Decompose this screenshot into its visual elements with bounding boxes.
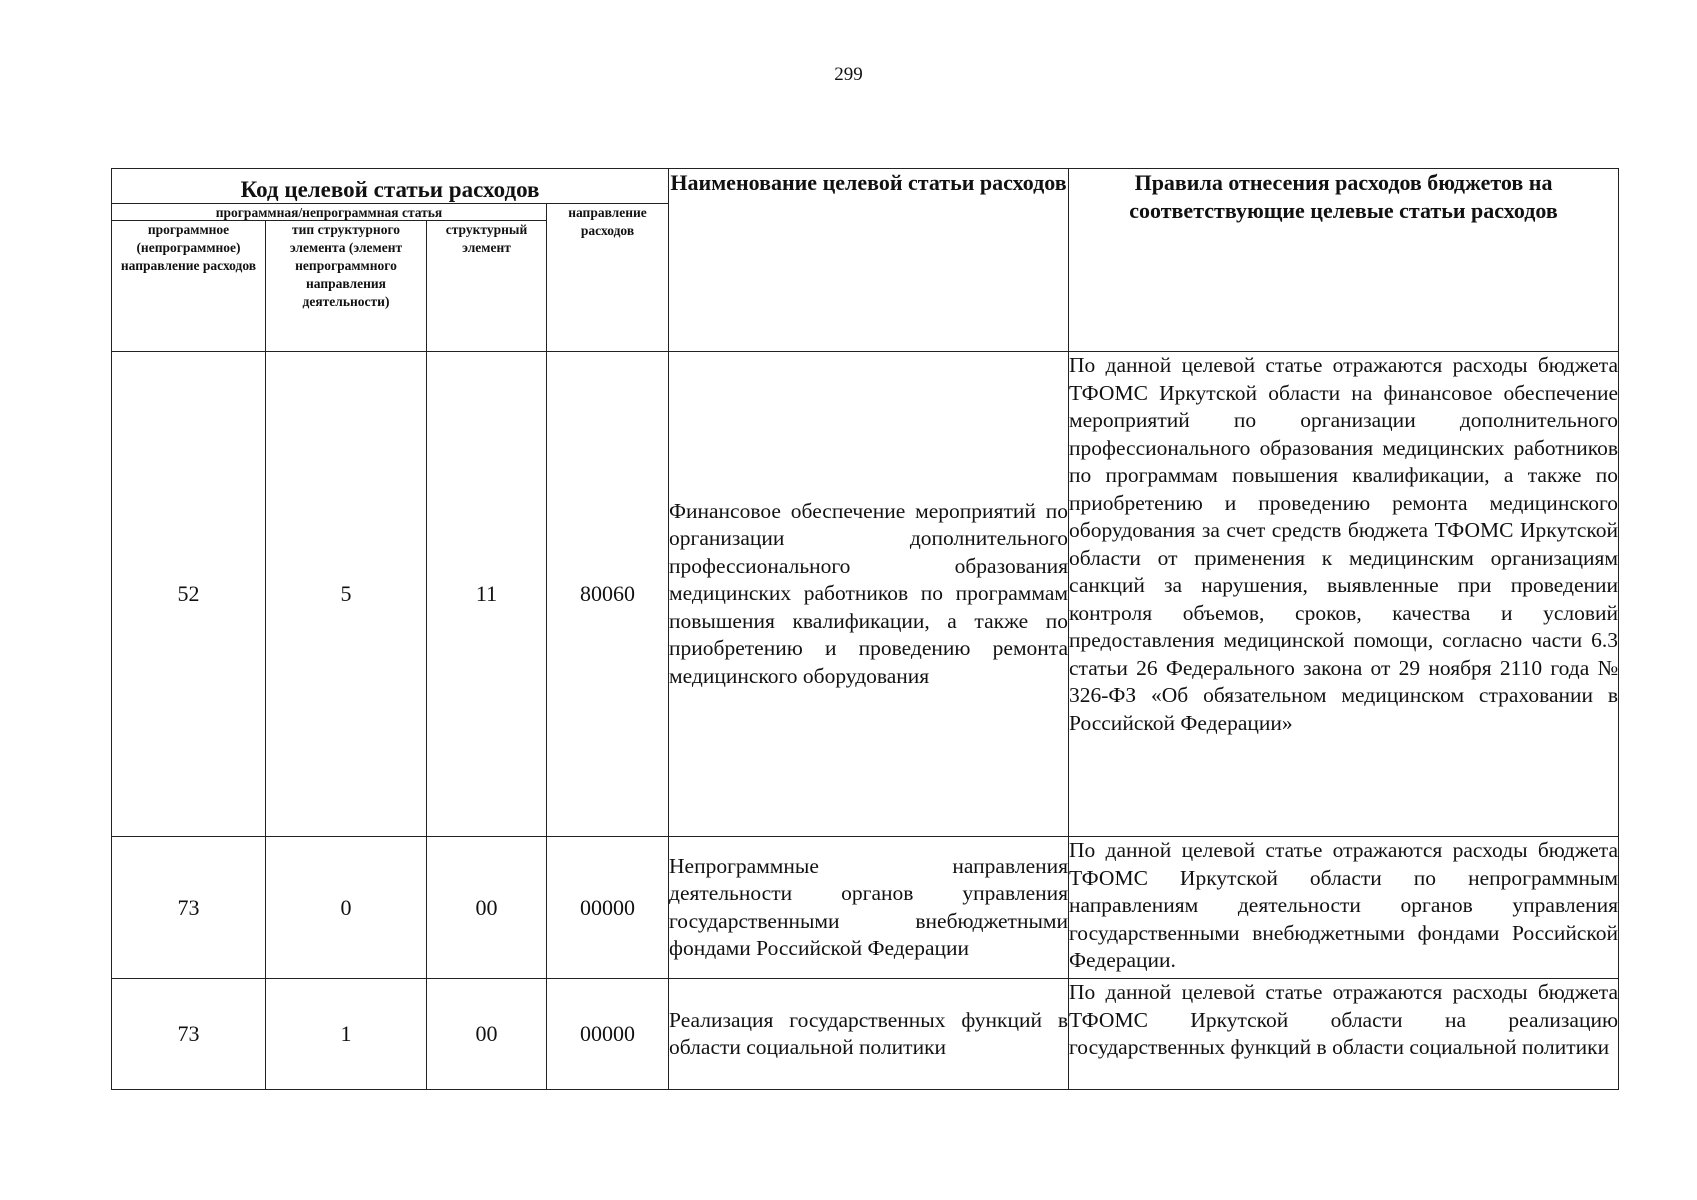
page-number: 299 (834, 64, 863, 85)
header-rules: Правила отнесения расходов бюджетов на соответствующие целевые статьи расходов (1069, 169, 1619, 352)
header-program-article: программная/непрограммная статья (112, 204, 547, 221)
header-structural-type: тип структурного элемента (элемент непрограммного направления деятельности) (266, 221, 427, 352)
cell-rule: По данной целевой статье отражаются расходы бюджета ТФОМС Иркутской области на финансовое обеспечение мероприятий по организации дополнительного профессионального образования медицинских работников по программам повышения квалификации, а также по приобретению и проведению ремонта медицинского оборудования за счет средств бюджета ТФОМС Иркутской области от применения к медицинским организациям санкций за нарушения, выявленные при проведении контроля объемов, сроков, качества и условий предоставления медицинской помощи, согласно части 6.3 статьи 26 Федерального закона от 29 ноября 2110 года № 326-ФЗ «Об обязательном медицинском страховании в Российской Федерации» (1069, 352, 1619, 837)
cell-type: 0 (266, 837, 427, 979)
cell-name: Финансовое обеспечение мероприятий по организации дополнительного профессионального образования медицинских работников по программам повышения квалификации, а также по приобретению и проведению ремонта медицинского оборудования (669, 352, 1069, 837)
header-direction: направление расходов (547, 204, 669, 352)
cell-element: 00 (427, 837, 547, 979)
table-row (112, 837, 1619, 979)
cell-rule: По данной целевой статье отражаются расходы бюджета ТФОМС Иркутской области по непрограммным направлениям деятельности органов управления государственными внебюджетными фондами Российской Федерации. (1069, 837, 1619, 979)
header-program-direction: программное (непрограммное) направление расходов (112, 221, 266, 352)
cell-direction: 00000 (547, 979, 669, 1090)
table-row (112, 352, 1619, 837)
header-code: Код целевой статьи расходов (112, 169, 669, 204)
header-structural-element: структурный элемент (427, 221, 547, 352)
cell-element: 00 (427, 979, 547, 1090)
cell-type: 5 (266, 352, 427, 837)
cell-element: 11 (427, 352, 547, 837)
cell-type: 1 (266, 979, 427, 1090)
cell-direction: 00000 (547, 837, 669, 979)
cell-direction: 80060 (547, 352, 669, 837)
cell-name: Непрограммные направления деятельности органов управления государственными внебюджетными фондами Российской Федерации (669, 837, 1069, 979)
cell-rule: По данной целевой статье отражаются расходы бюджета ТФОМС Иркутской области на реализацию государственных функций в области социальной политики (1069, 979, 1619, 1090)
header-name: Наименование целевой статьи расходов (669, 169, 1069, 352)
budget-classification-table (111, 168, 1619, 1090)
cell-program: 52 (112, 352, 266, 837)
cell-name: Реализация государственных функций в области социальной политики (669, 979, 1069, 1090)
cell-program: 73 (112, 837, 266, 979)
table-row (112, 979, 1619, 1090)
cell-program: 73 (112, 979, 266, 1090)
